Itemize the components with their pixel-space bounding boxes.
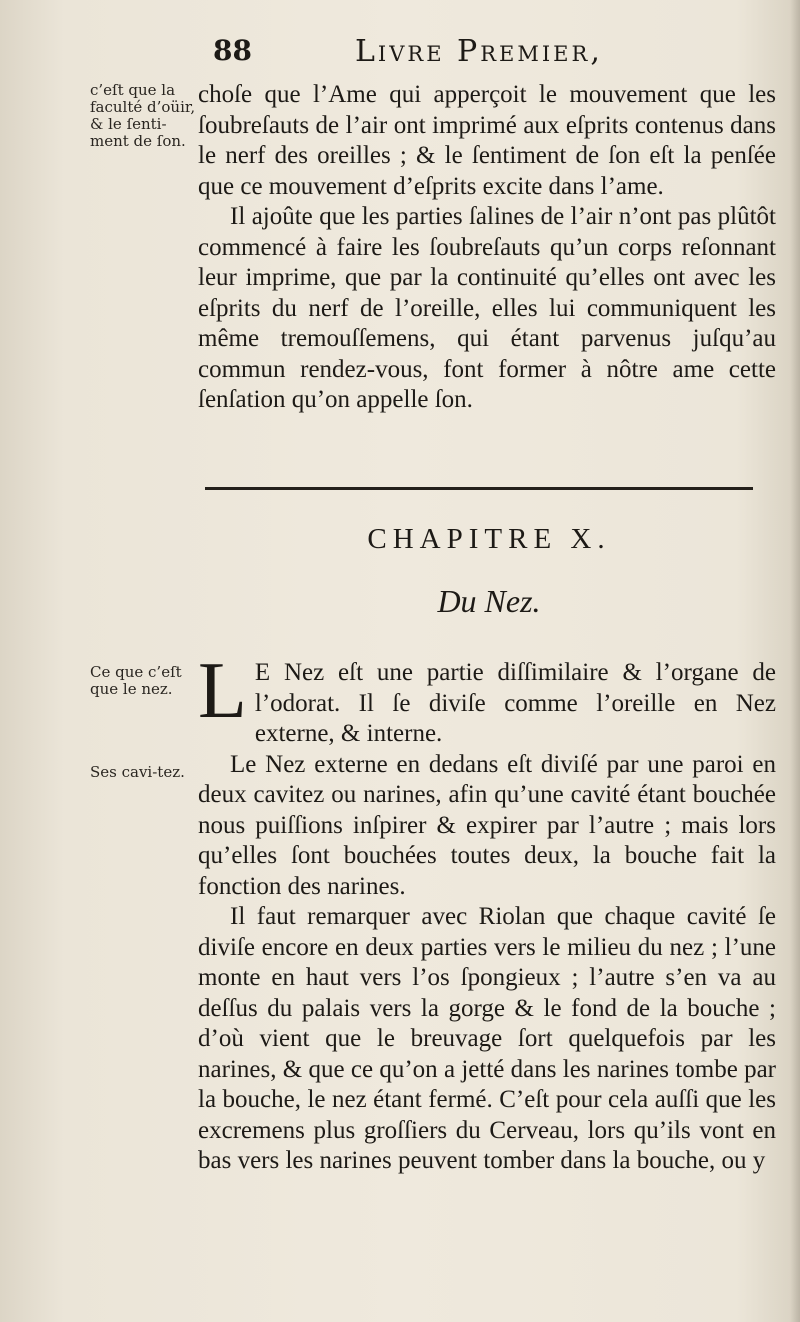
running-title: Livre Premier, bbox=[355, 34, 603, 69]
paragraph-continuation: choſe que l’Ame qui apperçoit le mouvement que les ſoubreſauts de l’air ont imprimé aux eſprits contenus dans le nerf des oreilles ; & le ſentiment de ſon eſt la penſée que ce mouvement d’eſprits excite dans l’ame. bbox=[198, 81, 776, 200]
page-edge-shadow bbox=[790, 0, 800, 1322]
drop-cap: L bbox=[198, 647, 247, 735]
paragraph-external-nose: Le Nez externe en dedans eſt diviſé par une paroi en deux cavitez ou narines, afin qu’une cavité étant bouchée nous puiſſions inſpirer & expirer par l’autre ; mais lors qu’elles ſont bouchées toutes deux, la bouche fait la fonction des narines. bbox=[198, 750, 776, 900]
paragraph-nose-definition bbox=[198, 647, 776, 750]
chapter-divider-rule bbox=[205, 487, 753, 490]
page-number: 88 bbox=[213, 34, 252, 67]
page-header bbox=[205, 34, 775, 74]
margin-note-nose: Ce que c’eſt que le nez. bbox=[90, 663, 182, 698]
body-text-block bbox=[198, 647, 776, 1177]
section-title: Du Nez. bbox=[437, 583, 541, 619]
top-text-block bbox=[198, 80, 776, 416]
chapter-title: CHAPITRE X. bbox=[367, 523, 611, 555]
paragraph-riolan: Il faut remarquer avec Riolan que chaque cavité ſe diviſe encore en deux parties vers le milieu du nez ; l’une monte en haut vers l’os ſpongieux ; l’autre s’en va au deſſus du palais vers la gorge & le fond de la bouche ; d’où vient que le breuvage ſort quelquefois par les narines, & que ce qu’on a jetté dans les narines tombe par la bouche, le nez étant fermé. C’eſt pour cela auſſi que les excremens plus groſſiers du Cerveau, lors qu’ils vont en bas vers les narines peuvent tomber dans la bouche, ou y bbox=[198, 903, 776, 1174]
paragraph-saline-parts: Il ajoûte que les parties ſalines de l’air n’ont pas plûtôt commencé à faire les ſoubreſauts qu’un corps reſonnant leur imprime, que par la continuité qu’elles ont avec les eſprits du nerf de l’oreille, elles lui communiquent les même tremouſſemens, qui étant parvenus juſqu’au commun rendez-vous, font former à nôtre ame cette ſenſation qu’on appelle ſon. bbox=[198, 203, 776, 413]
margin-note-hearing: c’eſt que la faculté d’oüir, & le ſenti-ment de ſon. bbox=[90, 81, 196, 150]
margin-note-cavities: Ses cavi-tez. bbox=[90, 763, 185, 781]
paragraph-nose-definition-text: E Nez eſt une partie diſſimilaire & l’organe de l’odorat. Il ſe diviſe comme l’oreille en Nez externe, & interne. bbox=[254, 659, 776, 747]
